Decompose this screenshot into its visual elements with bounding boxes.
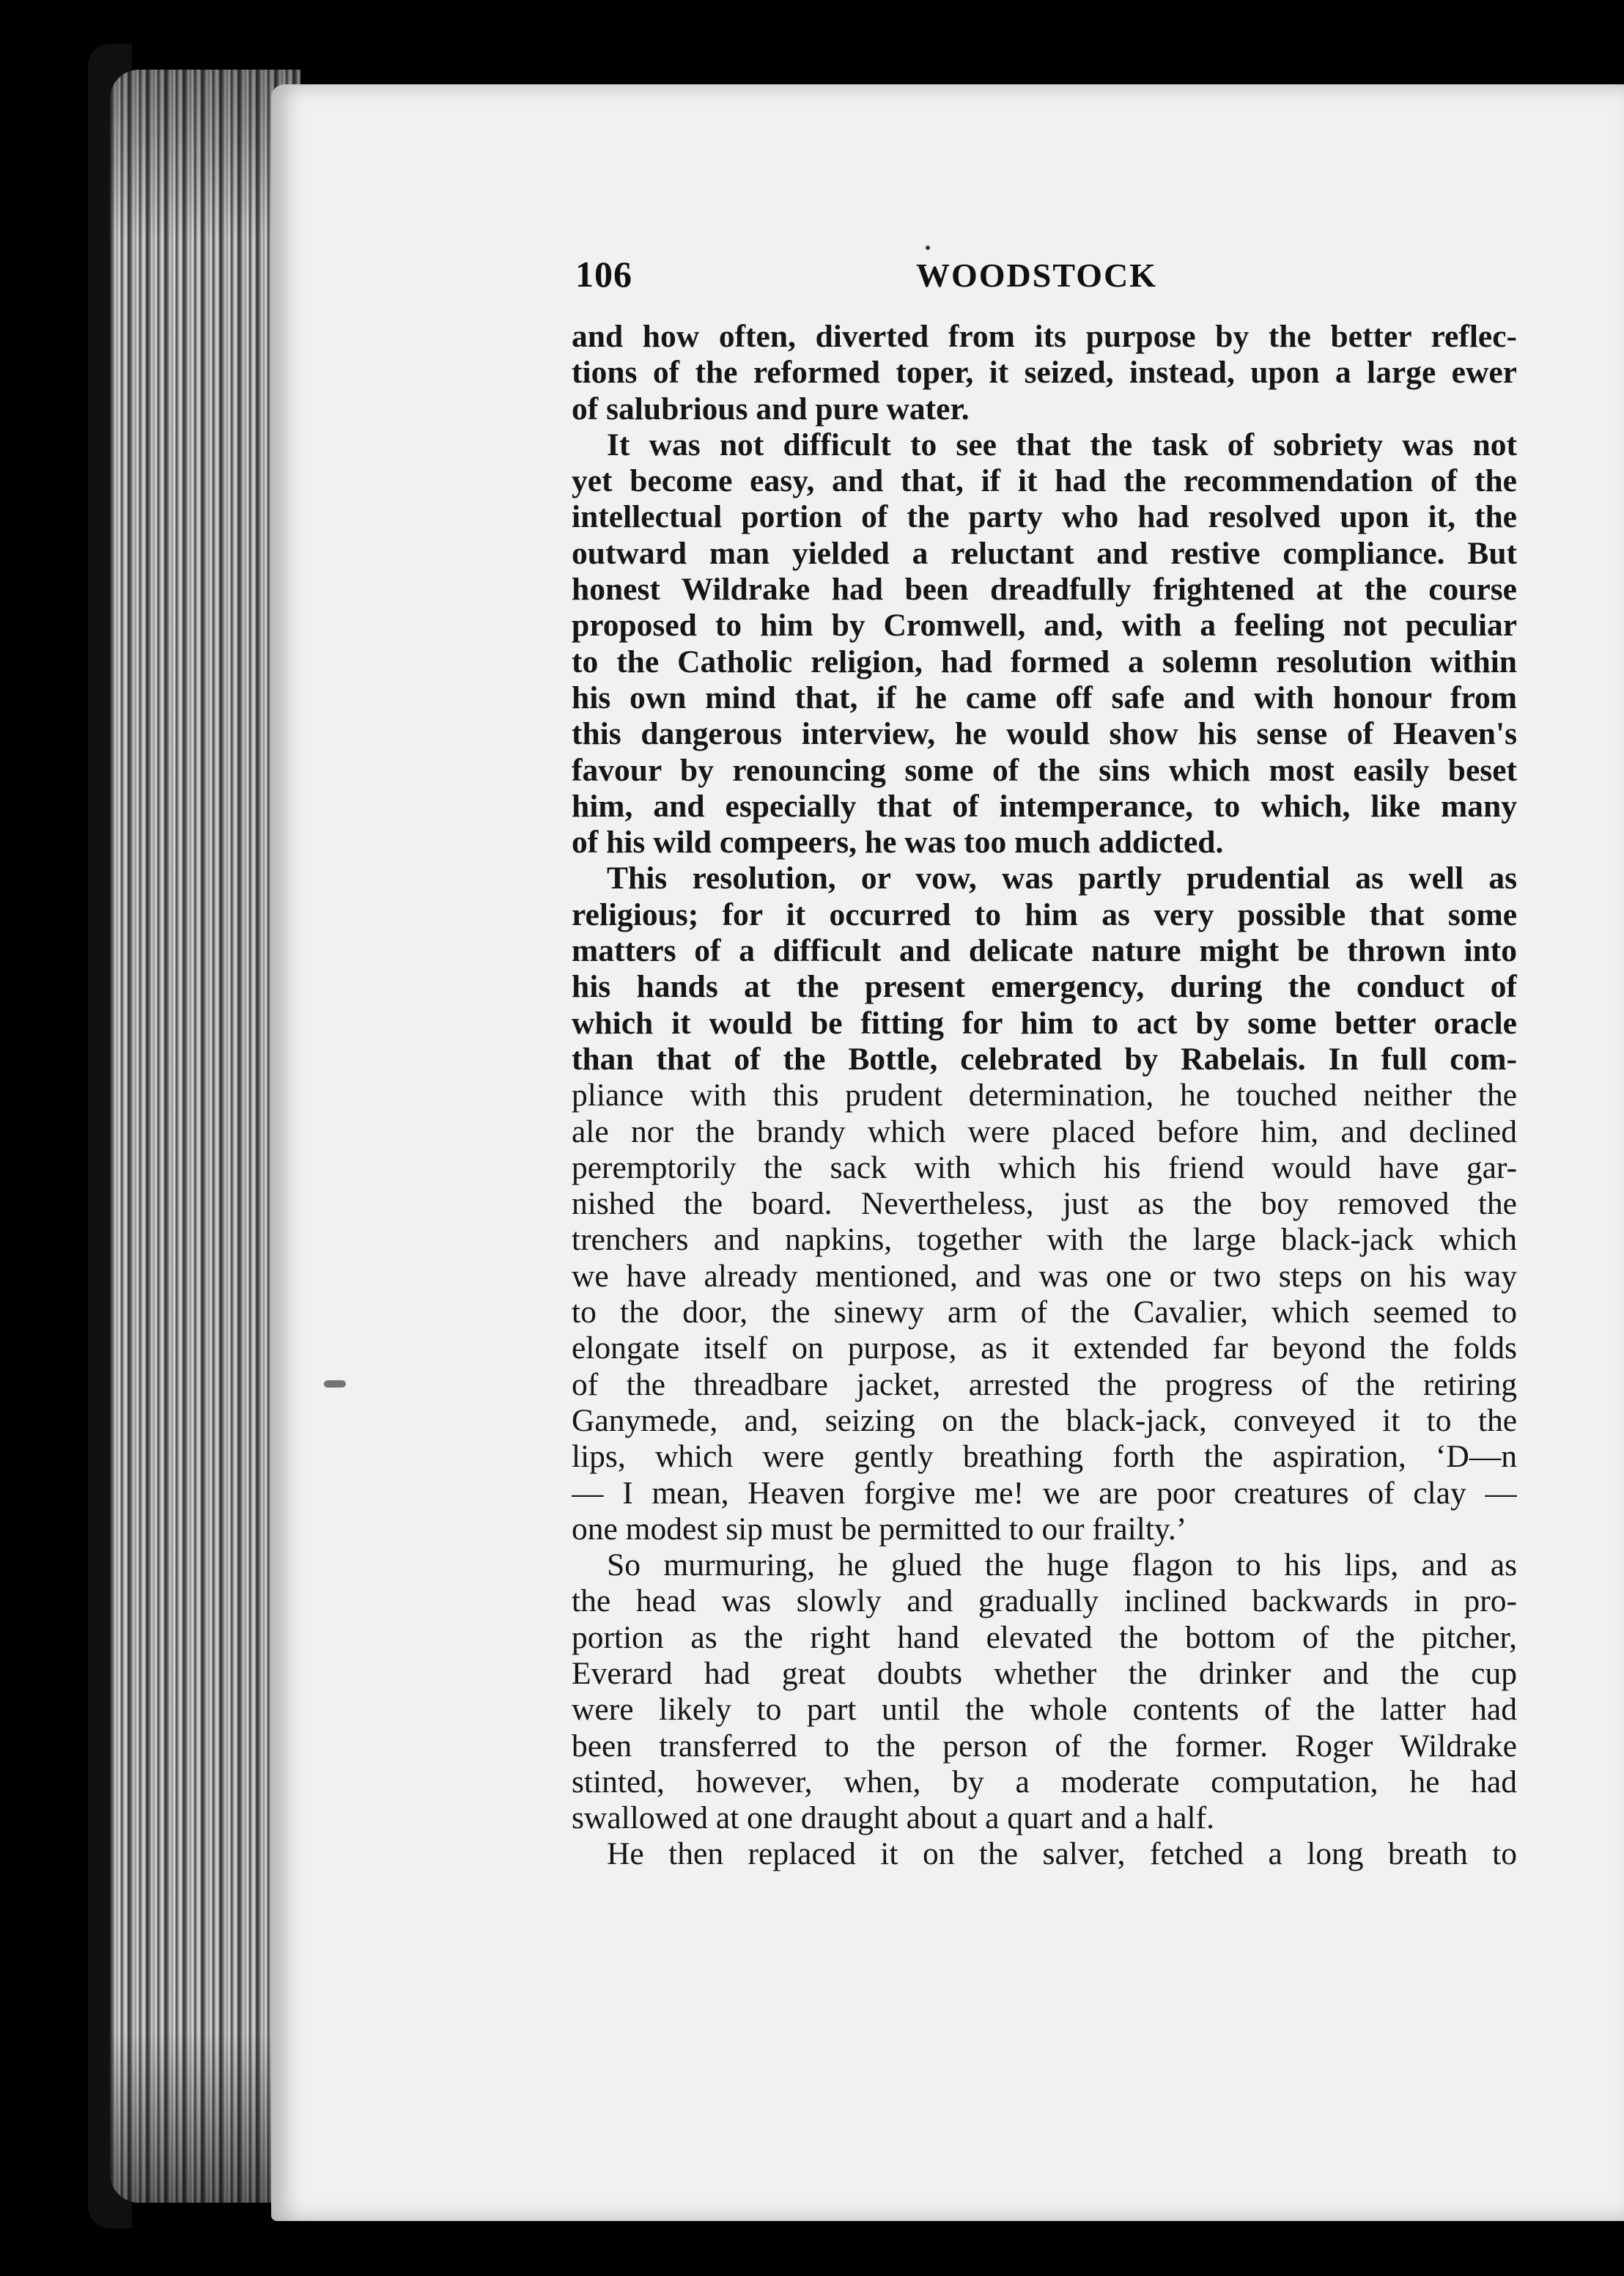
text-line: portion as the right hand elevated the bottom of the pitcher, (572, 1619, 1517, 1655)
text-line: trenchers and napkins, together with the large black-jack which (572, 1222, 1517, 1258)
text-line: — I mean, Heaven forgive me! we are poor creatures of clay — (572, 1475, 1517, 1511)
text-line: to the door, the sinewy arm of the Cavalier, which seemed to (572, 1294, 1517, 1330)
text-line: we have already mentioned, and was one or two steps on his way (572, 1258, 1517, 1294)
text-line: honest Wildrake had been dreadfully frightened at the course (572, 572, 1517, 608)
text-line: tions of the reformed toper, it seized, instead, upon a large ewer (572, 355, 1517, 391)
text-line: So murmuring, he glued the huge flagon to his lips, and as (607, 1547, 1517, 1583)
text-line: It was not difficult to see that the task of sobriety was not (607, 427, 1517, 463)
text-line: He then replaced it on the salver, fetched a long breath to (607, 1836, 1517, 1872)
text-line: swallowed at one draught about a quart and a half. (572, 1800, 1214, 1836)
text-line: intellectual portion of the party who had resolved upon it, the (572, 499, 1517, 535)
text-line: Everard had great doubts whether the drinker and the cup (572, 1655, 1517, 1691)
text-line: religious; for it occurred to him as very possible that some (572, 896, 1517, 932)
page-number: 106 (575, 254, 632, 295)
text-line: matters of a difficult and delicate nature might be thrown into (572, 933, 1517, 969)
running-head (575, 253, 1517, 304)
text-line: outward man yielded a reluctant and restive compliance. But (572, 535, 1517, 571)
text-line: of salubrious and pure water. (572, 391, 970, 427)
text-line: proposed to him by Cromwell, and, with a feeling not peculiar (572, 608, 1517, 644)
text-line: him, and especially that of intemperance, to which, like many (572, 788, 1517, 824)
text-line: than that of the Bottle, celebrated by Rabelais. In full com- (572, 1041, 1517, 1077)
text-line: nished the board. Nevertheless, just as the boy removed the (572, 1186, 1517, 1222)
text-line: This resolution, or vow, was partly prudential as well as (607, 861, 1517, 896)
text-line: peremptorily the sack with which his friend would have gar- (572, 1149, 1517, 1185)
text-line: ale nor the brandy which were placed before him, and declined (572, 1113, 1517, 1149)
text-line: his own mind that, if he came off safe and with honour from (572, 680, 1517, 715)
text-line: this dangerous interview, he would show his sense of Heaven's (572, 716, 1517, 752)
text-line: to the Catholic religion, had formed a solemn resolution within (572, 644, 1517, 680)
text-line: favour by renouncing some of the sins which most easily beset (572, 752, 1517, 788)
text-line: were likely to part until the whole contents of the latter had (572, 1692, 1517, 1728)
text-line: the head was slowly and gradually inclined backwards in pro- (572, 1583, 1517, 1619)
ink-speck (926, 246, 930, 250)
margin-mark (324, 1380, 346, 1388)
text-line: stinted, however, when, by a moderate computation, he had (572, 1764, 1517, 1800)
text-line: of the threadbare jacket, arrested the progress of the retiring (572, 1366, 1517, 1402)
text-line: lips, which were gently breathing forth the aspiration, ‘D—n (572, 1439, 1517, 1475)
text-line: of his wild compeers, he was too much addicted. (572, 825, 1224, 861)
text-line: been transferred to the person of the former. Roger Wildrake (572, 1728, 1517, 1764)
running-title: WOODSTOCK (916, 257, 1157, 294)
text-line: yet become easy, and that, if it had the recommendation of the (572, 463, 1517, 499)
text-line: and how often, diverted from its purpose by the better reflec- (572, 319, 1517, 354)
text-line: elongate itself on purpose, as it extended far beyond the folds (572, 1330, 1517, 1366)
text-line: Ganymede, and, seizing on the black-jack, conveyed it to the (572, 1402, 1517, 1438)
text-line: which it would be fitting for him to act by some better oracle (572, 1005, 1517, 1041)
text-line: his hands at the present emergency, during the conduct of (572, 969, 1517, 1005)
text-line: pliance with this prudent determination, he touched neither the (572, 1078, 1517, 1113)
text-line: one modest sip must be permitted to our frailty.’ (572, 1511, 1187, 1547)
body-text (572, 319, 1517, 1873)
